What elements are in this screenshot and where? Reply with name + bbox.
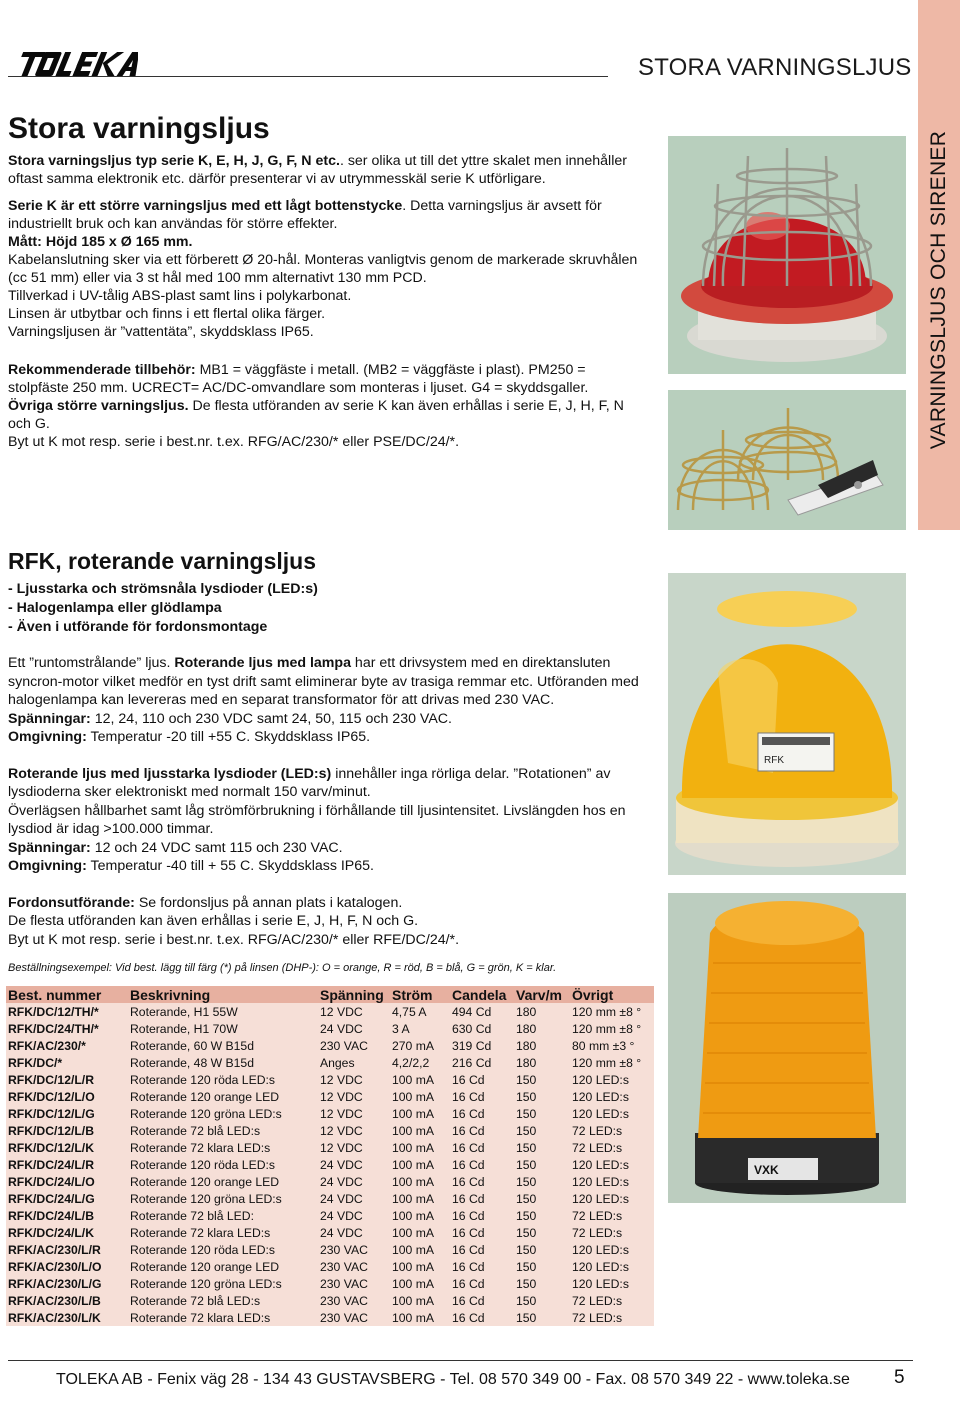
- lamp-text: har ett drivsystem med en direktansluten syncron-motor vilket medför en tyst drift samt eliminerar byte av trasiga remmar etc. Utföranden med halogenlampa kan levereras med en separat transformator för att drivas med 230 VAC.: [8, 655, 639, 708]
- cell-other: 72 LED:s: [570, 1224, 654, 1241]
- led-voltages-value: 12 och 24 VDC samt 115 och 230 VAC.: [90, 839, 343, 856]
- cell-candela: 16 Cd: [450, 1241, 514, 1258]
- cell-current: 100 mA: [390, 1105, 450, 1122]
- led-paragraph: [8, 765, 648, 802]
- cell-current: 100 mA: [390, 1071, 450, 1088]
- feature-item: - Halogenlampa eller glödlampa: [8, 600, 222, 616]
- cell-current: 100 mA: [390, 1156, 450, 1173]
- cell-candela: 16 Cd: [450, 1088, 514, 1105]
- lens-line: Linsen är utbytbar och finns i ett flertal olika färger.: [8, 306, 326, 322]
- cell-candela: 216 Cd: [450, 1054, 514, 1071]
- cell-candela: 16 Cd: [450, 1207, 514, 1224]
- table-row: [6, 1173, 654, 1190]
- photo-vxk-led-light: [668, 893, 906, 1203]
- cell-current: 100 mA: [390, 1292, 450, 1309]
- vxk-label-text: VXK: [754, 1163, 779, 1177]
- section-title-rfk: RFK, roterande varningsljus: [8, 548, 317, 574]
- col-header-order-number: Best. nummer: [6, 986, 128, 1003]
- cell-description: Roterande, H1 55W: [128, 1003, 318, 1020]
- photo-rfk-rotating-light: [668, 573, 906, 875]
- cell-candela: 16 Cd: [450, 1139, 514, 1156]
- feature-item: - Ljusstarka och strömsnåla lysdioder (LED:s): [8, 581, 318, 597]
- cell-candela: 16 Cd: [450, 1258, 514, 1275]
- table-row: [6, 1020, 654, 1037]
- vehicle-text: Se fordonsljus på annan plats i katalogen.: [134, 894, 403, 911]
- cell-order-number: RFK/AC/230/L/G: [6, 1275, 128, 1292]
- led-environment-label: Omgivning:: [8, 858, 87, 874]
- cell-rpm: 150: [514, 1241, 570, 1258]
- cell-candela: 319 Cd: [450, 1037, 514, 1054]
- led-bold: Roterande ljus med ljusstarka lysdioder (LED:s): [8, 765, 332, 782]
- cable-paragraph: [8, 251, 648, 287]
- cell-voltage: Anges: [318, 1054, 390, 1071]
- table-row: [6, 1003, 654, 1020]
- cell-order-number: RFK/DC/24/L/R: [6, 1156, 128, 1173]
- cell-order-number: RFK/AC/230/L/B: [6, 1292, 128, 1309]
- cell-order-number: RFK/DC/12/L/G: [6, 1105, 128, 1122]
- cell-rpm: 150: [514, 1071, 570, 1088]
- table-row: [6, 1054, 654, 1071]
- cell-candela: 16 Cd: [450, 1105, 514, 1122]
- table-row: [6, 1088, 654, 1105]
- col-header-other: Övrigt: [570, 986, 654, 1003]
- toleka-logo: [14, 50, 138, 78]
- cell-other: 120 LED:s: [570, 1156, 654, 1173]
- lamp-voltages-value: 12, 24, 110 och 230 VDC samt 24, 50, 115 och 230 VAC.: [90, 710, 452, 727]
- cell-rpm: 150: [514, 1088, 570, 1105]
- cell-order-number: RFK/DC/12/L/R: [6, 1071, 128, 1088]
- cell-other: 120 LED:s: [570, 1173, 654, 1190]
- cell-order-number: RFK/DC/24/TH/*: [6, 1020, 128, 1037]
- cell-voltage: 230 VAC: [318, 1037, 390, 1054]
- accessories-paragraph: [8, 361, 648, 397]
- mounting-text: . Monteras vanligtvis genom de markerade skruvhålen (cc 51 mm) eller via 3 st hål med 100 mm alternativt 130 mm PCD.: [8, 252, 638, 286]
- intro-paragraph: [8, 152, 648, 188]
- rfk-feature-list: [8, 580, 648, 637]
- cell-candela: 16 Cd: [450, 1190, 514, 1207]
- cell-description: Roterande 120 orange LED: [128, 1088, 318, 1105]
- cell-current: 100 mA: [390, 1224, 450, 1241]
- cell-voltage: 24 VDC: [318, 1190, 390, 1207]
- cell-rpm: 150: [514, 1224, 570, 1241]
- table-body: [6, 1003, 654, 1326]
- cell-other: 120 LED:s: [570, 1105, 654, 1122]
- cell-candela: 16 Cd: [450, 1173, 514, 1190]
- cell-description: Roterande 120 röda LED:s: [128, 1071, 318, 1088]
- other-lights-paragraph: [8, 397, 648, 433]
- lamp-environment: [8, 728, 648, 747]
- cell-other: 120 mm ±8 °: [570, 1054, 654, 1071]
- cell-description: Roterande 120 orange LED: [128, 1173, 318, 1190]
- lamp-voltages: [8, 710, 648, 729]
- cell-candela: 16 Cd: [450, 1071, 514, 1088]
- cell-rpm: 150: [514, 1156, 570, 1173]
- cell-current: 100 mA: [390, 1309, 450, 1326]
- serie-k-text: . Detta varningsljus är avsett för industriellt bruk och kan användas för större effekter.: [8, 198, 602, 232]
- cell-voltage: 230 VAC: [318, 1241, 390, 1258]
- cell-current: 270 mA: [390, 1037, 450, 1054]
- cell-other: 80 mm ±3 °: [570, 1037, 654, 1054]
- cell-other: 72 LED:s: [570, 1122, 654, 1139]
- table-row: [6, 1224, 654, 1241]
- cell-order-number: RFK/AC/230/L/K: [6, 1309, 128, 1326]
- cell-voltage: 24 VDC: [318, 1156, 390, 1173]
- cell-current: 100 mA: [390, 1139, 450, 1156]
- cable-text: Kabelanslutning sker via ett förberett Ø 20-hål: [8, 252, 297, 268]
- header-rule: [8, 76, 608, 77]
- cell-voltage: 24 VDC: [318, 1173, 390, 1190]
- photo-k-warning-light: [668, 136, 906, 374]
- led-text: innehåller inga rörliga delar. ”Rotationen” av lysdioderna sker elektroniskt med normalt 150 varv/minut.: [8, 765, 611, 800]
- side-category-label: VARNINGSLJUS OCH SIRENER: [927, 130, 950, 450]
- other-lights-text: De flesta utföranden av serie K kan även erhållas i serie E, J, H, F, N och G.: [8, 398, 624, 432]
- ip-line: Varningsljusen är ”vattentäta”, skyddsklass IP65.: [8, 324, 314, 340]
- cell-other: 120 LED:s: [570, 1190, 654, 1207]
- cell-rpm: 150: [514, 1122, 570, 1139]
- cell-description: Roterande 120 röda LED:s: [128, 1241, 318, 1258]
- cell-candela: 630 Cd: [450, 1020, 514, 1037]
- table-row: [6, 1105, 654, 1122]
- col-header-voltage: Spänning: [318, 986, 390, 1003]
- intro-text: . ser olika ut till det yttre skalet men innehåller oftast samma elektronik etc. därför presenterar vi av utrymmesskäl serie K utförligare.: [8, 153, 627, 187]
- cell-current: 100 mA: [390, 1207, 450, 1224]
- cell-description: Roterande 120 gröna LED:s: [128, 1275, 318, 1292]
- cell-other: 120 LED:s: [570, 1088, 654, 1105]
- cell-candela: 16 Cd: [450, 1292, 514, 1309]
- cell-order-number: RFK/DC/24/L/G: [6, 1190, 128, 1207]
- cell-current: 3 A: [390, 1020, 450, 1037]
- cell-voltage: 230 VAC: [318, 1258, 390, 1275]
- table-row: [6, 1241, 654, 1258]
- cell-candela: 16 Cd: [450, 1275, 514, 1292]
- col-header-description: Beskrivning: [128, 986, 318, 1003]
- cell-order-number: RFK/DC/*: [6, 1054, 128, 1071]
- lamp-paragraph: [8, 654, 648, 710]
- cell-description: Roterande 120 röda LED:s: [128, 1156, 318, 1173]
- cell-rpm: 180: [514, 1020, 570, 1037]
- table-row: [6, 1037, 654, 1054]
- footer-company-info: TOLEKA AB - Fenix väg 28 - 134 43 GUSTAVSBERG - Tel. 08 570 349 00 - Fax. 08 570 349 22 - www.toleka.se: [56, 1371, 850, 1388]
- table-row: [6, 1156, 654, 1173]
- led-environment-value: Temperatur -40 till + 55 C. Skyddsklass IP65.: [86, 858, 374, 874]
- cell-other: 120 mm ±8 °: [570, 1020, 654, 1037]
- table-row: [6, 1071, 654, 1088]
- feature-item: - Även i utförande för fordonsmontage: [8, 619, 268, 635]
- cell-candela: 16 Cd: [450, 1309, 514, 1326]
- cell-voltage: 12 VDC: [318, 1088, 390, 1105]
- cell-rpm: 150: [514, 1139, 570, 1156]
- cell-other: 72 LED:s: [570, 1139, 654, 1156]
- cell-description: Roterande 72 blå LED:s: [128, 1122, 318, 1139]
- cell-current: 100 mA: [390, 1258, 450, 1275]
- cell-description: Roterande 120 gröna LED:s: [128, 1190, 318, 1207]
- product-table: [6, 986, 654, 1326]
- section1-body: [8, 152, 648, 451]
- order-example-note: Beställningsexempel: Vid best. lägg till färg (*) på linsen (DHP-): O = orange, R = röd, B = blå, G = grön, K = klar.: [8, 962, 557, 974]
- led-voltages: [8, 839, 648, 858]
- serie-k-paragraph: [8, 197, 648, 233]
- cell-current: 100 mA: [390, 1122, 450, 1139]
- cell-voltage: 24 VDC: [318, 1224, 390, 1241]
- cell-rpm: 150: [514, 1292, 570, 1309]
- section-title-stora-varningsljus: Stora varningsljus: [8, 112, 270, 145]
- cell-order-number: RFK/AC/230/*: [6, 1037, 128, 1054]
- cell-order-number: RFK/DC/12/L/K: [6, 1139, 128, 1156]
- cell-rpm: 180: [514, 1003, 570, 1020]
- cell-description: Roterande 72 blå LED:: [128, 1207, 318, 1224]
- cell-description: Roterande, 48 W B15d: [128, 1054, 318, 1071]
- table-row: [6, 1309, 654, 1326]
- cell-order-number: RFK/DC/24/L/B: [6, 1207, 128, 1224]
- col-header-current: Ström: [390, 986, 450, 1003]
- cell-description: Roterande 72 klara LED:s: [128, 1309, 318, 1326]
- cell-order-number: RFK/DC/24/L/O: [6, 1173, 128, 1190]
- cell-other: 72 LED:s: [570, 1309, 654, 1326]
- cell-candela: 16 Cd: [450, 1224, 514, 1241]
- table-row: [6, 1275, 654, 1292]
- replace-k-line: Byt ut K mot resp. serie i best.nr. t.ex. RFG/AC/230/* eller PSE/DC/24/*.: [8, 434, 460, 450]
- cell-rpm: 180: [514, 1037, 570, 1054]
- cell-voltage: 230 VAC: [318, 1292, 390, 1309]
- other-lights-bold: Övriga större varningsljus.: [8, 398, 189, 414]
- table-row: [6, 1292, 654, 1309]
- cell-other: 120 LED:s: [570, 1258, 654, 1275]
- led-environment: [8, 857, 648, 876]
- cell-voltage: 24 VDC: [318, 1207, 390, 1224]
- cell-voltage: 24 VDC: [318, 1020, 390, 1037]
- cell-voltage: 12 VDC: [318, 1105, 390, 1122]
- cell-rpm: 150: [514, 1275, 570, 1292]
- cell-current: 100 mA: [390, 1088, 450, 1105]
- cell-rpm: 150: [514, 1190, 570, 1207]
- cell-description: Roterande 72 klara LED:s: [128, 1139, 318, 1156]
- table-row: [6, 1258, 654, 1275]
- cell-rpm: 150: [514, 1207, 570, 1224]
- cell-candela: 494 Cd: [450, 1003, 514, 1020]
- cell-other: 72 LED:s: [570, 1292, 654, 1309]
- cell-rpm: 150: [514, 1105, 570, 1122]
- cell-current: 100 mA: [390, 1190, 450, 1207]
- cell-current: 4,75 A: [390, 1003, 450, 1020]
- rfk-body: [8, 654, 648, 949]
- accessories-bold: Rekommenderade tillbehör:: [8, 362, 196, 378]
- cell-rpm: 180: [514, 1054, 570, 1071]
- lamp-environment-label: Omgivning:: [8, 729, 87, 745]
- cell-other: 120 LED:s: [570, 1071, 654, 1088]
- cell-voltage: 230 VAC: [318, 1309, 390, 1326]
- dimensions: [8, 233, 648, 251]
- cell-other: 72 LED:s: [570, 1207, 654, 1224]
- cell-candela: 16 Cd: [450, 1156, 514, 1173]
- cell-current: 100 mA: [390, 1275, 450, 1292]
- col-header-candela: Candela: [450, 986, 514, 1003]
- lamp-environment-value: Temperatur -20 till +55 C. Skyddsklass IP65.: [86, 729, 371, 745]
- cell-voltage: 12 VDC: [318, 1071, 390, 1088]
- table-header-row: [6, 986, 654, 1003]
- led-durability: Överlägsen hållbarhet samt låg strömförbrukning i förhållande till ljusintensitet. Livslängden hos en lysdiod är idag >100.000 timmar.: [8, 802, 626, 837]
- lamp-bold: Roterande ljus med lampa: [174, 655, 351, 671]
- cell-description: Roterande 72 klara LED:s: [128, 1224, 318, 1241]
- serie-k-bold: Serie K är ett större varningsljus med ett lågt bottenstycke: [8, 198, 403, 214]
- vehicle-paragraph: [8, 894, 648, 913]
- rfk-label-text: RFK: [764, 755, 784, 766]
- cell-order-number: RFK/DC/12/L/B: [6, 1122, 128, 1139]
- table-row: [6, 1190, 654, 1207]
- cell-order-number: RFK/AC/230/L/O: [6, 1258, 128, 1275]
- cell-description: Roterande 72 blå LED:s: [128, 1292, 318, 1309]
- cell-other: 120 LED:s: [570, 1241, 654, 1258]
- led-voltages-label: Spänningar:: [8, 839, 91, 856]
- dimensions-bold: Mått: Höjd 185 x Ø 165 mm.: [8, 234, 193, 250]
- intro-bold: Stora varningsljus typ serie K, E, H, J, G, F, N etc.: [8, 153, 340, 169]
- material-line: Tillverkad i UV-tålig ABS-plast samt lins i polykarbonat.: [8, 288, 352, 304]
- table-row: [6, 1122, 654, 1139]
- cell-description: Roterande 120 orange LED: [128, 1258, 318, 1275]
- cell-voltage: 230 VAC: [318, 1275, 390, 1292]
- cell-candela: 16 Cd: [450, 1122, 514, 1139]
- accessories-text: MB1 = väggfäste i metall. (MB2 = väggfäste i plast). PM250 = stolpfäste 250 mm. UCRECT= AC/DC-omvandlare som monteras i ljuset. G4 = skyddsgaller.: [8, 362, 589, 396]
- page-header-title: STORA VARNINGSLJUS: [638, 54, 912, 81]
- photo-accessories-grills-brackets: [668, 390, 906, 530]
- col-header-rpm: Varv/m: [514, 986, 570, 1003]
- cell-order-number: RFK/DC/12/TH/*: [6, 1003, 128, 1020]
- cell-description: Roterande 120 gröna LED:s: [128, 1105, 318, 1122]
- cell-description: Roterande, H1 70W: [128, 1020, 318, 1037]
- lamp-intro: Ett ”runtomstrålande” ljus.: [8, 655, 175, 671]
- cell-rpm: 150: [514, 1309, 570, 1326]
- page-number: 5: [894, 1367, 905, 1388]
- series-note: De flesta utföranden kan även erhållas i serie E, J, H, F, N och G.: [8, 913, 419, 929]
- cell-voltage: 12 VDC: [318, 1122, 390, 1139]
- cell-other: 120 LED:s: [570, 1275, 654, 1292]
- vehicle-bold: Fordonsutförande:: [8, 894, 135, 911]
- cell-voltage: 12 VDC: [318, 1003, 390, 1020]
- cell-rpm: 150: [514, 1258, 570, 1275]
- cell-voltage: 12 VDC: [318, 1139, 390, 1156]
- cell-current: 4,2/2,2: [390, 1054, 450, 1071]
- cell-order-number: RFK/AC/230/L/R: [6, 1241, 128, 1258]
- cell-other: 120 mm ±8 °: [570, 1003, 654, 1020]
- cell-rpm: 150: [514, 1173, 570, 1190]
- table-row: [6, 1139, 654, 1156]
- cell-order-number: RFK/DC/12/L/O: [6, 1088, 128, 1105]
- table-row: [6, 1207, 654, 1224]
- cell-description: Roterande, 60 W B15d: [128, 1037, 318, 1054]
- lamp-voltages-label: Spänningar:: [8, 710, 91, 727]
- replace-k-example: Byt ut K mot resp. serie i best.nr. t.ex. RFG/AC/230/* eller RFE/DC/24/*.: [8, 931, 460, 948]
- cell-current: 100 mA: [390, 1241, 450, 1258]
- cell-order-number: RFK/DC/24/L/K: [6, 1224, 128, 1241]
- cell-current: 100 mA: [390, 1173, 450, 1190]
- footer-rule: [8, 1360, 913, 1361]
